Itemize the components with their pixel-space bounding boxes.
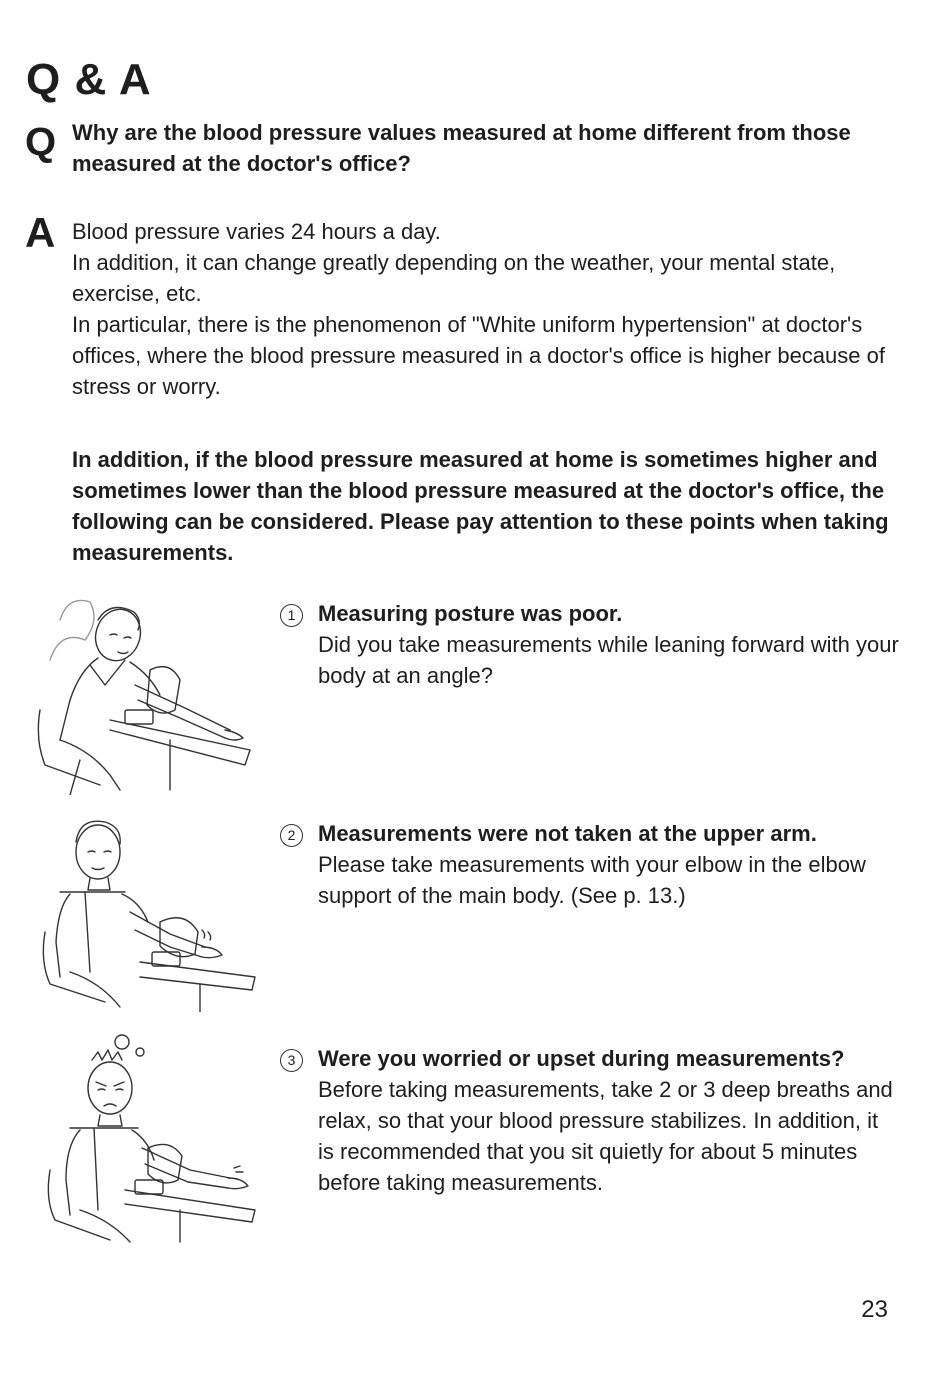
answer-block [72, 216, 902, 402]
answer-line-3: In particular, there is the phenomenon of "White uniform hypertension" at doctor's offices, where the blood pressure measured in a doctor's office is higher because of stress or worry. [72, 312, 885, 399]
point-3-body: Before taking measurements, take 2 or 3 deep breaths and relax, so that your blood pressure stabilizes. In addition, it is recommended that you sit quietly for about 5 minutes before taking measurements. [318, 1077, 893, 1195]
answer-marker: A [25, 209, 56, 256]
answer-line-1: Blood pressure varies 24 hours a day. [72, 219, 441, 244]
man-arm-wrong-position-illustration [30, 812, 260, 1012]
point-1-body: Did you take measurements while leaning forward with your body at an angle? [318, 632, 899, 688]
man-leaning-forward-illustration [30, 590, 260, 795]
man-worried-illustration [30, 1030, 260, 1245]
emphasis-paragraph: In addition, if the blood pressure measured at home is sometimes higher and sometimes lower than the blood pressure measured at the doctor's office, the following can be considered. Please pay attention to these points when taking measurements. [72, 447, 889, 565]
point-3 [280, 1043, 900, 1198]
page-number: 23 [861, 1296, 888, 1323]
point-number-2: 2 [280, 824, 303, 847]
point-1-heading: Measuring posture was poor. [318, 601, 623, 626]
question-marker: Q [25, 120, 57, 164]
point-2-heading: Measurements were not taken at the upper arm. [318, 821, 817, 846]
answer-line-2: In addition, it can change greatly depending on the weather, your mental state, exercise, etc. [72, 250, 836, 306]
point-2 [280, 818, 900, 911]
point-1 [280, 598, 900, 691]
point-number-1: 1 [280, 604, 303, 627]
question-text: Why are the blood pressure values measured at home different from those measured at the doctor's office? [72, 120, 851, 176]
point-3-heading: Were you worried or upset during measurements? [318, 1046, 845, 1071]
point-number-3: 3 [280, 1049, 303, 1072]
page-title: Q & A [26, 55, 152, 104]
point-2-body: Please take measurements with your elbow in the elbow support of the main body. (See p. 13.) [318, 852, 866, 908]
